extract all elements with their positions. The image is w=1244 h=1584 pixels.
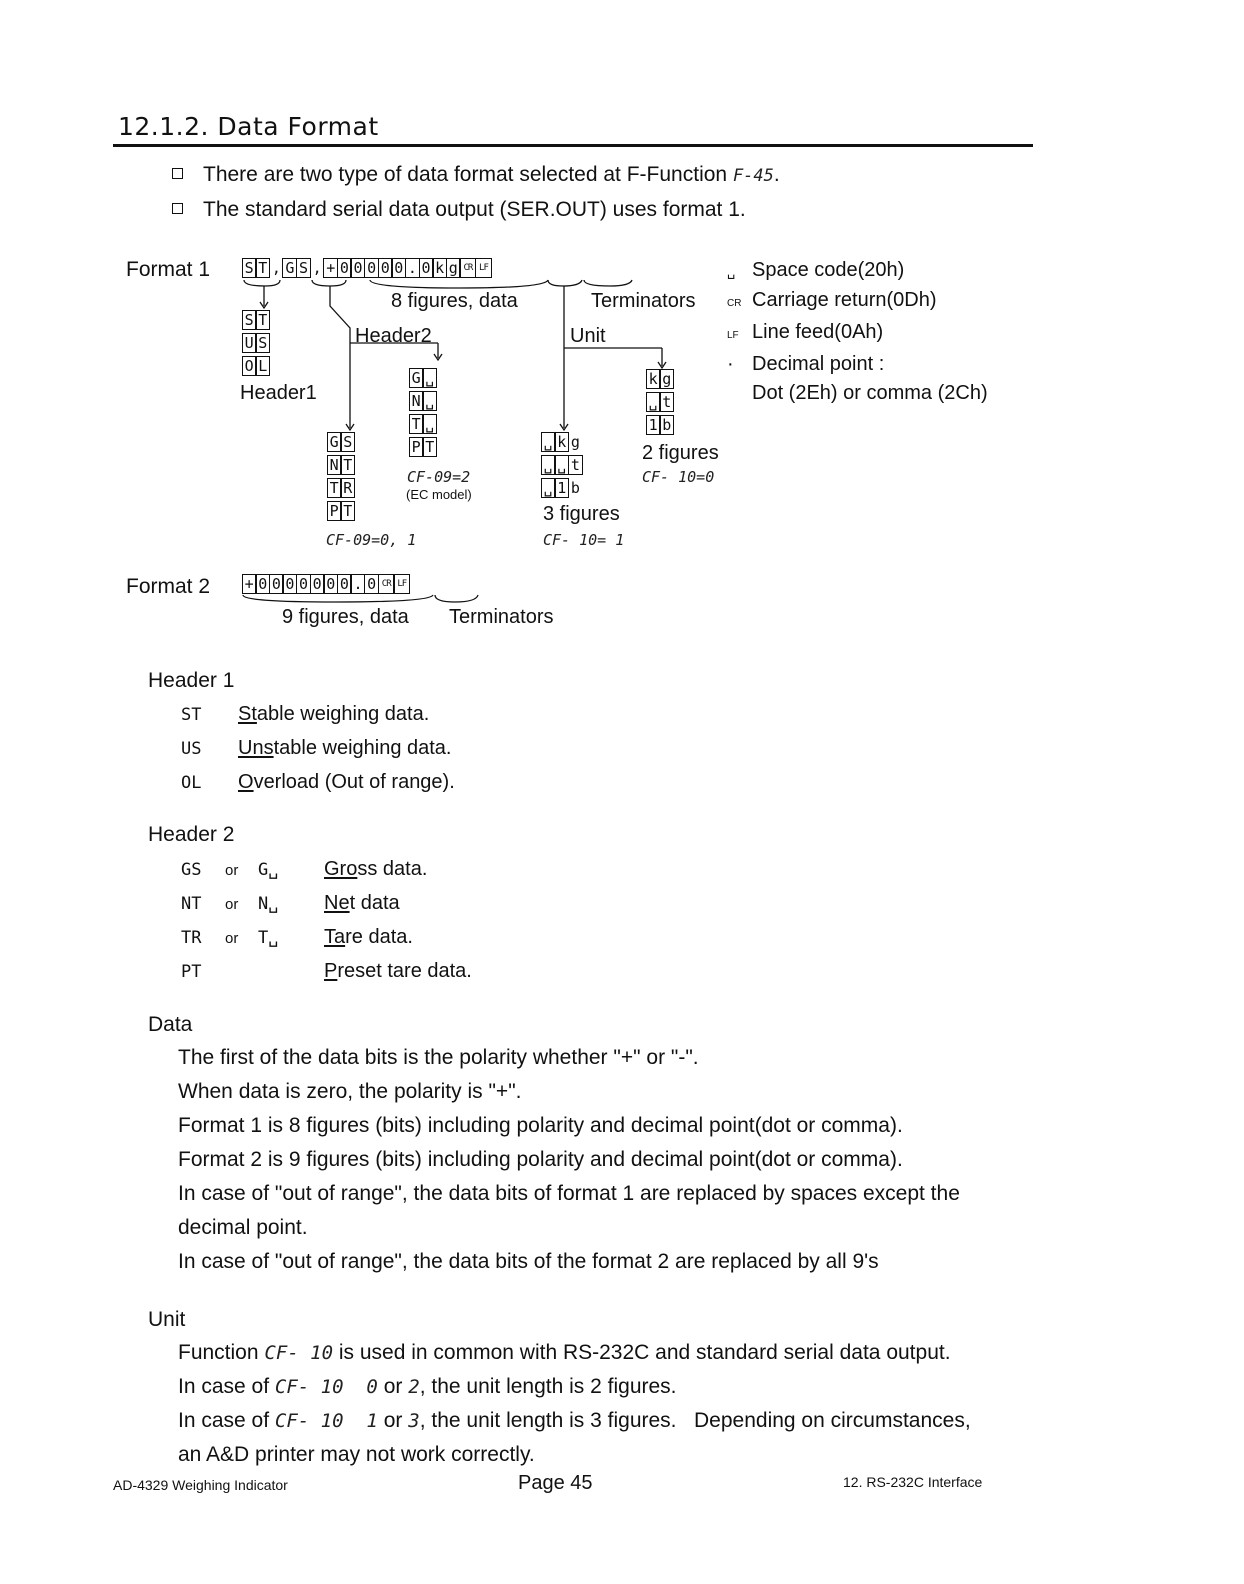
format1-cell: G: [282, 258, 297, 278]
unit3-options: ␣ k g ␣ ␣ t ␣ 1 b: [542, 432, 583, 498]
unit-title: Unit: [148, 1308, 186, 1331]
format2-cell: 0: [323, 574, 338, 594]
title-rule: [113, 144, 1033, 147]
format2-cells: [243, 574, 410, 594]
unit-paragraph: Function CF- 10 is used in common with RS-232C and standard serial data output. In case of CF- 10 0 or 2, the unit length is 2 figures. In case of CF- 10 1 or 3, the unit length is 3 figures. Depending on circumstances, an A&D printer may not work correctly.: [178, 1341, 971, 1466]
format2-cell: 0: [269, 574, 284, 594]
format2-cell: .: [350, 574, 365, 594]
format1-cell: S: [296, 258, 311, 278]
format1-cell: 0: [350, 258, 365, 278]
data-title: Data: [148, 1013, 193, 1036]
format2-cell: 0: [282, 574, 297, 594]
format1-cell: T: [255, 258, 270, 278]
format1-cell: CR: [459, 258, 476, 278]
format2-cell: 0: [296, 574, 311, 594]
table-row: TR or T␣ Tare data.: [181, 926, 413, 948]
header1-title: Header 1: [148, 669, 235, 692]
format1-cell: LF: [475, 258, 492, 278]
table-row: NT or N␣ Net data: [181, 892, 400, 914]
footer-left: AD-4329 Weighing Indicator: [113, 1477, 288, 1493]
line-feed-icon: LF: [727, 330, 739, 341]
unit3-code: CF- 10= 1: [543, 531, 625, 549]
bullet-1: There are two type of data format selected at F-Function F-45.: [172, 163, 780, 187]
format1-cell: 0: [364, 258, 379, 278]
bullet-2: The standard serial data output (SER.OUT) uses format 1.: [172, 198, 746, 222]
decimal-point-icon: ·: [727, 353, 734, 375]
header1-options: S T U S O L: [243, 310, 270, 376]
format1-data-caption: 8 figures, data: [391, 290, 518, 312]
symbol-legend: ␣ Space code(20h) CR Carriage return(0Dh) LF Line feed(0Ah) · Decimal point : Dot (2Eh) or comma (2Ch): [727, 259, 988, 404]
format2-cell: 0: [310, 574, 325, 594]
header2-note-b: (EC model): [406, 487, 472, 502]
format2-terminators-caption: Terminators: [449, 606, 554, 628]
format1-cell: .: [405, 258, 420, 278]
format1-cell: 0: [378, 258, 393, 278]
carriage-return-icon: CR: [727, 298, 742, 309]
table-row: US Unstable weighing data.: [181, 737, 452, 759]
footer-page-number: Page 45: [518, 1472, 593, 1494]
format1-label: Format 1: [126, 258, 211, 281]
format2-data-caption: 9 figures, data: [282, 606, 409, 628]
unit3-caption: 3 figures: [543, 503, 620, 525]
header2-title: Header 2: [148, 823, 235, 846]
format1-header2-caption: Header2: [355, 325, 432, 347]
format2-cell: 0: [255, 574, 270, 594]
format2-cell: 0: [337, 574, 352, 594]
unit2-options: k g ␣ t 1 b: [647, 369, 674, 435]
header2-options-a: G S N T T R P T: [328, 432, 355, 521]
format1-cell: ,: [312, 258, 322, 277]
format1-cell: +: [323, 258, 338, 278]
header2-code-b: CF-09=2: [407, 468, 471, 486]
square-bullet-icon: [172, 168, 183, 179]
format1-cell: 0: [391, 258, 406, 278]
space-symbol-icon: ␣: [727, 264, 736, 279]
format1-terminators-caption: Terminators: [591, 290, 696, 312]
header2-table: [181, 853, 472, 989]
header2-options-b: G ␣ N ␣ T ␣ P T: [410, 368, 437, 457]
data-paragraph: The first of the data bits is the polarity whether "+" or "-". When data is zero, the polarity is "+". Format 1 is 8 figures (bits) including polarity and decimal point(dot or comma). Format 2 is 9 figures (bits) including polarity and decimal point(dot or comma). In case of "out of range", the data bits of format 1 are replaced by spaces except the decimal point. In case of "out of range", the data bits of the format 2 are replaced by all 9's: [178, 1046, 960, 1273]
format2-label: Format 2: [126, 575, 211, 598]
format2-cell: 0: [364, 574, 379, 594]
format1-cell: 0: [419, 258, 434, 278]
square-bullet-icon: [172, 203, 183, 214]
table-row: OL Overload (Out of range).: [181, 771, 455, 793]
unit2-caption: 2 figures: [642, 442, 719, 464]
unit2-code: CF- 10=0: [642, 468, 715, 486]
format1-cells: [243, 258, 492, 278]
table-row: GS or G␣ Gross data.: [181, 858, 428, 880]
format2-cell: CR: [378, 574, 395, 594]
format1-cell: S: [242, 258, 257, 278]
header1-table: [181, 698, 455, 800]
table-row: PT Preset tare data.: [181, 960, 472, 982]
header1-caption: Header1: [240, 382, 317, 404]
format1-unit-caption: Unit: [570, 325, 606, 347]
format2-cell: +: [242, 574, 257, 594]
format1-cell: k: [432, 258, 447, 278]
format1-connectors: [230, 278, 700, 558]
format1-cell: g: [446, 258, 461, 278]
format1-cell: 0: [337, 258, 352, 278]
header2-code-a: CF-09=0, 1: [326, 531, 417, 549]
format1-cell: ,: [271, 258, 281, 277]
footer-right: 12. RS-232C Interface: [843, 1474, 983, 1490]
table-row: ST Stable weighing data.: [181, 703, 430, 725]
section-title: 12.1.2. Data Format: [118, 112, 379, 141]
format2-cell: LF: [393, 574, 410, 594]
